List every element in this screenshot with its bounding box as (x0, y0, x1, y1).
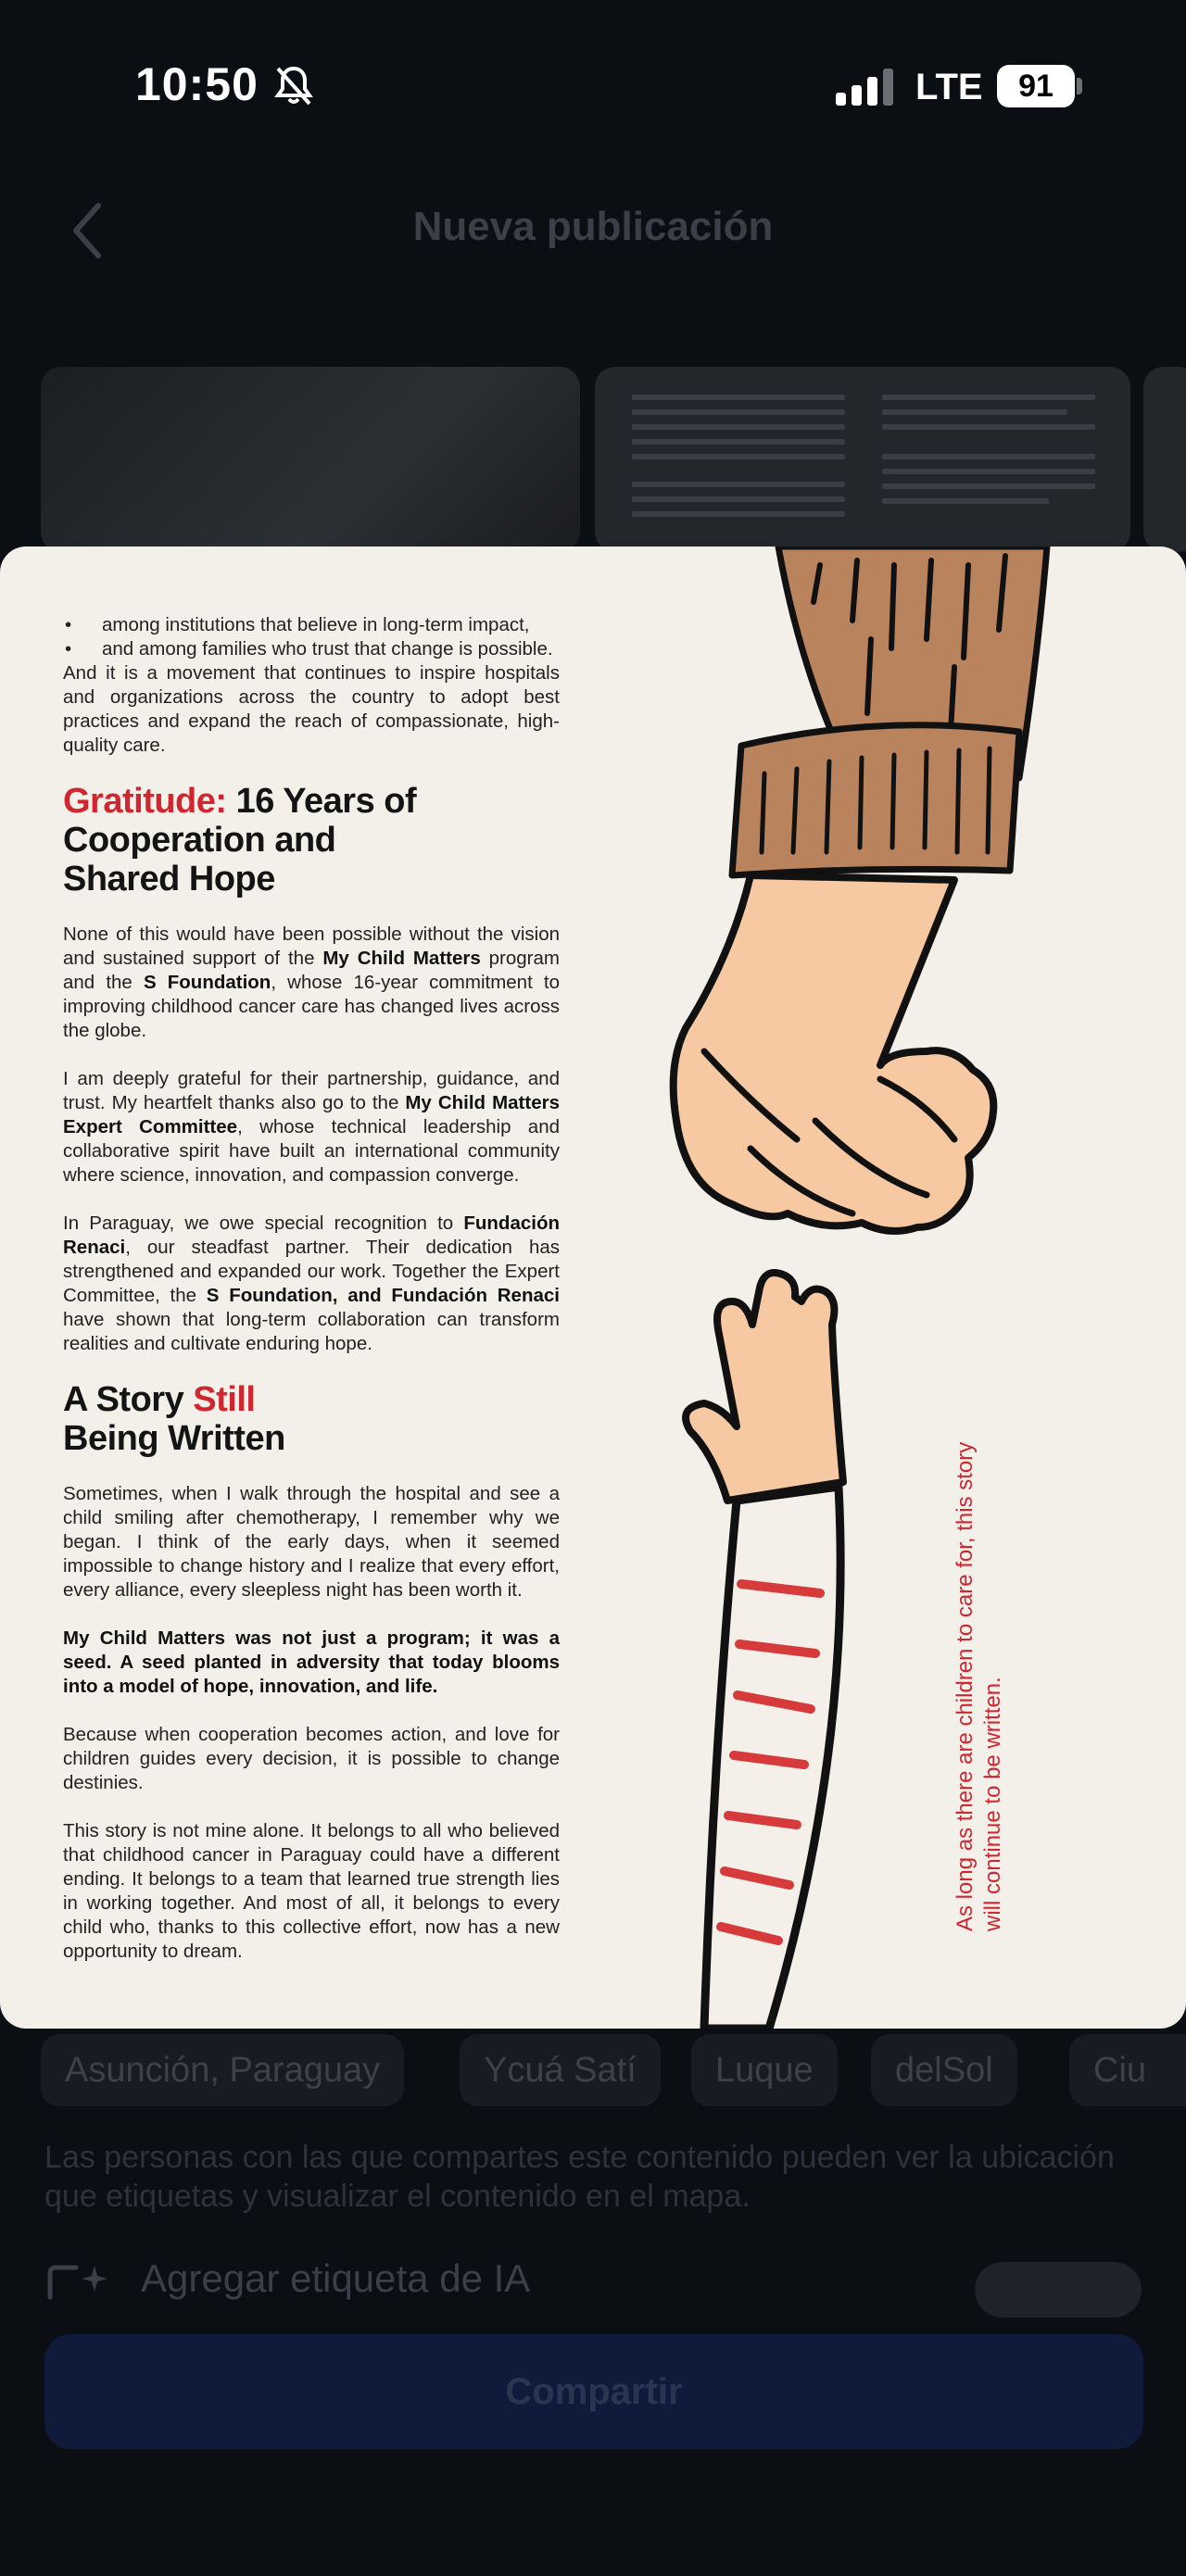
paragraph: This story is not mine alone. It belongs to all who believed that childhood cancer in Paraguay could have a different ending. It belongs to a team that learned true strength lies in working together. And most of all, it belongs to every child who, thanks to this collective effort, now has a new opportunity to dream. (63, 1820, 560, 1962)
heading-text: Cooperation and (63, 821, 336, 860)
status-bar (0, 0, 1186, 176)
network-type: LTE (915, 67, 983, 107)
location-chip[interactable]: Ciu (1069, 2034, 1186, 2106)
bell-muted-icon (274, 65, 313, 107)
list-item: • and among families who trust that change is possible. (65, 638, 553, 660)
intro-paragraph: And it is a movement that continues to inspire hospitals and organizations across the country to adopt best practices and expand the reach of compassionate, high-quality care. (63, 662, 560, 756)
top-bar (0, 176, 1186, 278)
location-chip[interactable]: Luque (691, 2034, 838, 2106)
paragraph: None of this would have been possible without the vision and sustained support of the My Child Matters program and the S Foundation, whose 16-year commitment to improving childhood cancer care has changed lives across the globe. (63, 924, 560, 1041)
document-preview[interactable] (0, 547, 1186, 2029)
section-heading-gratitude (63, 782, 560, 898)
location-chip[interactable]: Ycuá Satí (460, 2034, 661, 2106)
media-thumbnails (41, 367, 1186, 552)
paragraph: Because when cooperation becomes action, and love for children guides every decision, it is possible to change destinies. (63, 1724, 560, 1793)
list-item: • among institutions that believe in long-term impact, (65, 614, 530, 635)
bold-paragraph: My Child Matters was not just a program; it was a seed. A seed planted in adversity that today blooms into a model of hope, innovation, and life. (63, 1627, 560, 1697)
location-info-text: Las personas con las que compartes este contenido pueden ver la ubicación que etiquetas y visualizar el contenido en el mapa. (44, 2140, 1115, 2214)
section-heading-story: A Story Still Being Written (63, 1380, 285, 1458)
photo-thumbnail[interactable] (41, 367, 580, 552)
location-chips (41, 2034, 1186, 2106)
extra-thumbnail[interactable] (1143, 367, 1186, 552)
side-quote: As long as there are children to care for, this story will continue to be written. (953, 1441, 1005, 1931)
location-chip[interactable]: delSol (871, 2034, 1017, 2106)
status-time: 10:50 (135, 58, 259, 110)
heading-text: Shared Hope (63, 860, 275, 898)
ai-sparkle-icon (44, 2260, 109, 2301)
location-chip[interactable]: Asunción, Paraguay (41, 2034, 404, 2106)
heading-accent: Gratitude: (63, 782, 227, 821)
signal-icon (836, 67, 895, 106)
battery-indicator: 91 (997, 65, 1075, 107)
paragraph: I am deeply grateful for their partnership, guidance, and trust. My heartfelt thanks also go to the My Child Matters Expert Committee, whose technical leadership and collaborative spirit have built an international community where science, innovation, and compassion converge. (63, 1068, 560, 1186)
share-button[interactable]: Compartir (44, 2334, 1143, 2449)
ai-label-text: Agregar etiqueta de IA (141, 2256, 531, 2300)
ai-label-toggle[interactable] (975, 2262, 1142, 2318)
battery-nub (1077, 78, 1082, 94)
ai-label-row[interactable] (44, 2253, 1147, 2308)
bullet-text: and among families who trust that change is possible. (102, 638, 553, 660)
document-thumbnail[interactable] (595, 367, 1130, 552)
document-text (63, 613, 560, 1988)
hands-illustration (649, 547, 1186, 2029)
heading-text: 16 Years of (226, 782, 417, 821)
bullet-text: among institutions that believe in long-term impact, (102, 614, 530, 635)
page-title: Nueva publicación (412, 204, 774, 249)
paragraph: Sometimes, when I walk through the hospital and see a child smiling after chemotherapy, I remember why we began. I think of the early days, when it seemed impossible to change history and I realize that every effort, every alliance, every sleepless night has been worth it. (63, 1483, 560, 1601)
paragraph: In Paraguay, we owe special recognition to Fundación Renaci, our steadfast partner. Their dedication has strengthened and expanded our work. Together the Expert Committee, the S Foundation, and Fundación Renaci have shown that long-term collaboration can transform realities and cultivate enduring hope. (63, 1213, 560, 1354)
